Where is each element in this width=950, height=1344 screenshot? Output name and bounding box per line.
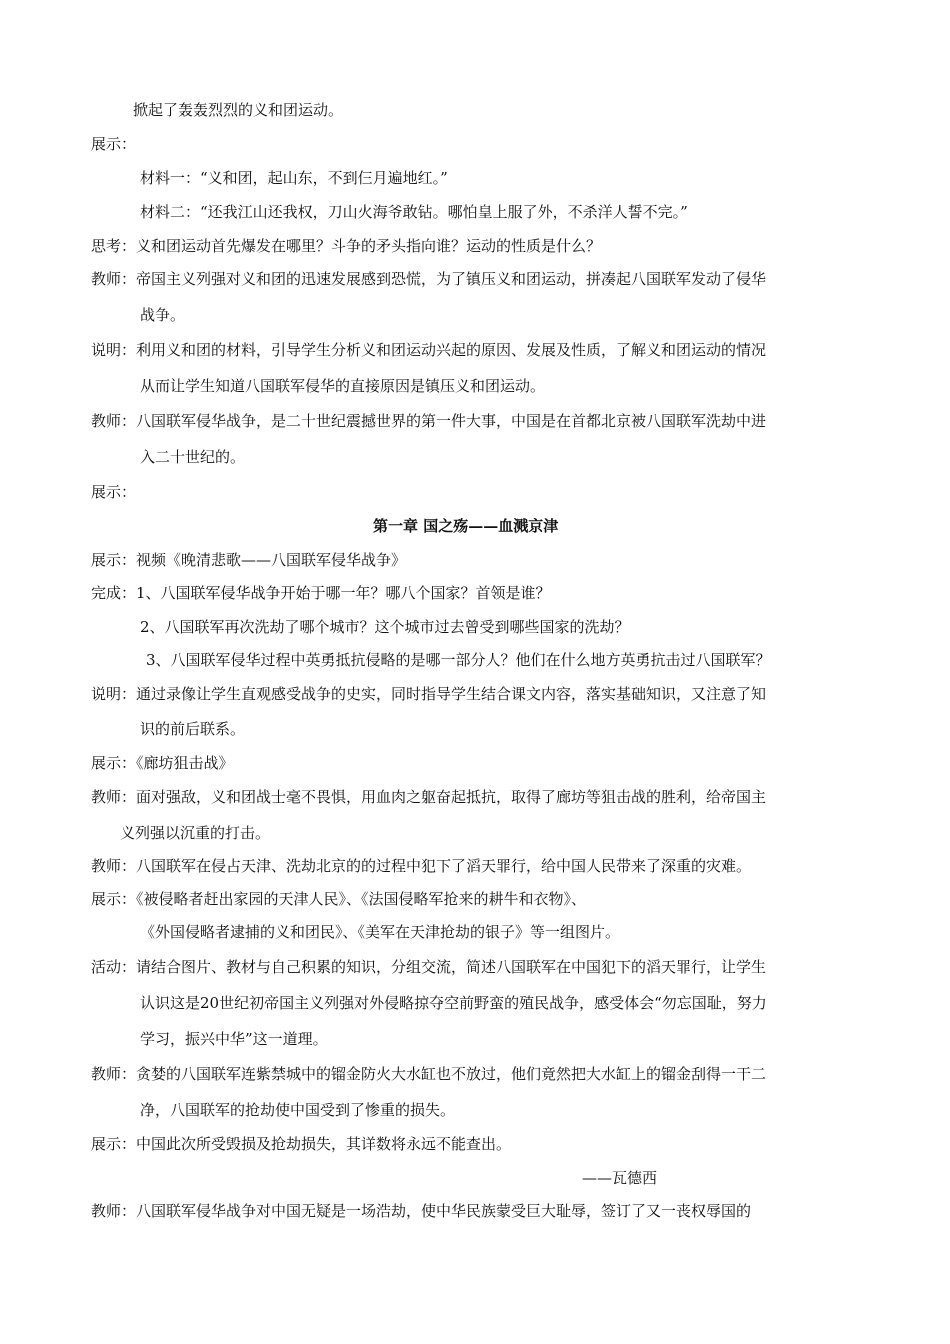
text-line: 2、八国联军再次洗劫了哪个城市？这个城市过去曾受到哪些国家的洗劫？ <box>140 618 630 636</box>
text-line: 3、八国联军侵华过程中英勇抵抗侵略的是哪一部分人？他们在什么地方英勇抗击过八国联军？ <box>146 651 771 669</box>
chapter-heading: 第一章 国之殇——血溅京津 <box>373 517 559 535</box>
text-line: 展示： <box>91 483 137 501</box>
text-line: 展示：视频《晚清悲歌——八国联军侵华战争》 <box>91 551 407 569</box>
text-line: 掀起了轰轰烈烈的义和团运动。 <box>133 101 344 119</box>
text-line: 展示：《廊坊狙击战》 <box>91 754 234 772</box>
text-line: 识的前后联系。 <box>140 720 246 738</box>
text-line: 学习，振兴中华”这一道理。 <box>140 1030 328 1048</box>
text-line: 说明：通过录像让学生直观感受战争的史实，同时指导学生结合课文内容，落实基础知识，又注意了知 <box>91 685 767 703</box>
text-line: 从而让学生知道八国联军侵华的直接原因是镇压义和团运动。 <box>140 377 546 395</box>
text-line: 认识这是20世纪初帝国主义列强对外侵略掠夺空前野蛮的殖民战争，感受体会“勿忘国耻，努力 <box>140 994 767 1012</box>
text-line: 完成：1、八国联军侵华战争开始于哪一年？哪八个国家？首领是谁？ <box>91 584 551 602</box>
text-line: 展示：《被侵略者赶出家园的天津人民》、《法国侵略军抢来的耕牛和衣物》、 <box>91 890 587 908</box>
text-line: 教师：贪婪的八国联军连紫禁城中的镏金防火大水缸也不放过，他们竟然把大水缸上的镏金刮得一干二 <box>91 1065 767 1083</box>
text-line: 义列强以沉重的打击。 <box>120 824 271 842</box>
text-line: 教师：八国联军在侵占天津、洗劫北京的的过程中犯下了滔天罪行，给中国人民带来了深重的灾难。 <box>91 857 752 875</box>
text-line: 战争。 <box>140 306 186 324</box>
text-line: 教师：面对强敌，义和团战士毫不畏惧，用血肉之躯奋起抵抗，取得了廊坊等狙击战的胜利，给帝国主 <box>91 788 767 806</box>
text-line: 展示：中国此次所受毁损及抢劫损失，其详数将永远不能查出。 <box>91 1135 512 1153</box>
text-line: 材料一：“义和团，起山东，不到仨月遍地红。” <box>140 169 448 187</box>
attribution: ——瓦德西 <box>582 1169 658 1187</box>
text-line: 活动：请结合图片、教材与自己积累的知识，分组交流，简述八国联军在中国犯下的滔天罪行，让学生 <box>91 958 767 976</box>
text-line: 净，八国联军的抢劫使中国受到了惨重的损失。 <box>140 1101 456 1119</box>
text-line: 教师：八国联军侵华战争对中国无疑是一场浩劫，使中华民族蒙受巨大耻辱，签订了又一丧权辱国的 <box>91 1202 752 1220</box>
text-line: 教师：帝国主义列强对义和团的迅速发展感到恐慌，为了镇压义和团运动，拼凑起八国联军发动了侵华 <box>91 270 767 288</box>
text-line: 材料二：“还我江山还我权，刀山火海爷敢钻。哪怕皇上服了外，不杀洋人誓不完。” <box>140 203 688 221</box>
text-line: 说明：利用义和团的材料，引导学生分析义和团运动兴起的原因、发展及性质，了解义和团运动的情况 <box>91 341 767 359</box>
text-line: 入二十世纪的。 <box>140 448 246 466</box>
text-line: 《外国侵略者逮捕的义和团民》、《美军在天津抢劫的银子》等一组图片。 <box>140 923 621 941</box>
text-line: 教师：八国联军侵华战争，是二十世纪震撼世界的第一件大事，中国是在首都北京被八国联军洗劫中进 <box>91 412 767 430</box>
text-line: 思考：义和团运动首先爆发在哪里？斗争的矛头指向谁？运动的性质是什么？ <box>91 237 602 255</box>
text-line: 展示： <box>91 135 137 153</box>
